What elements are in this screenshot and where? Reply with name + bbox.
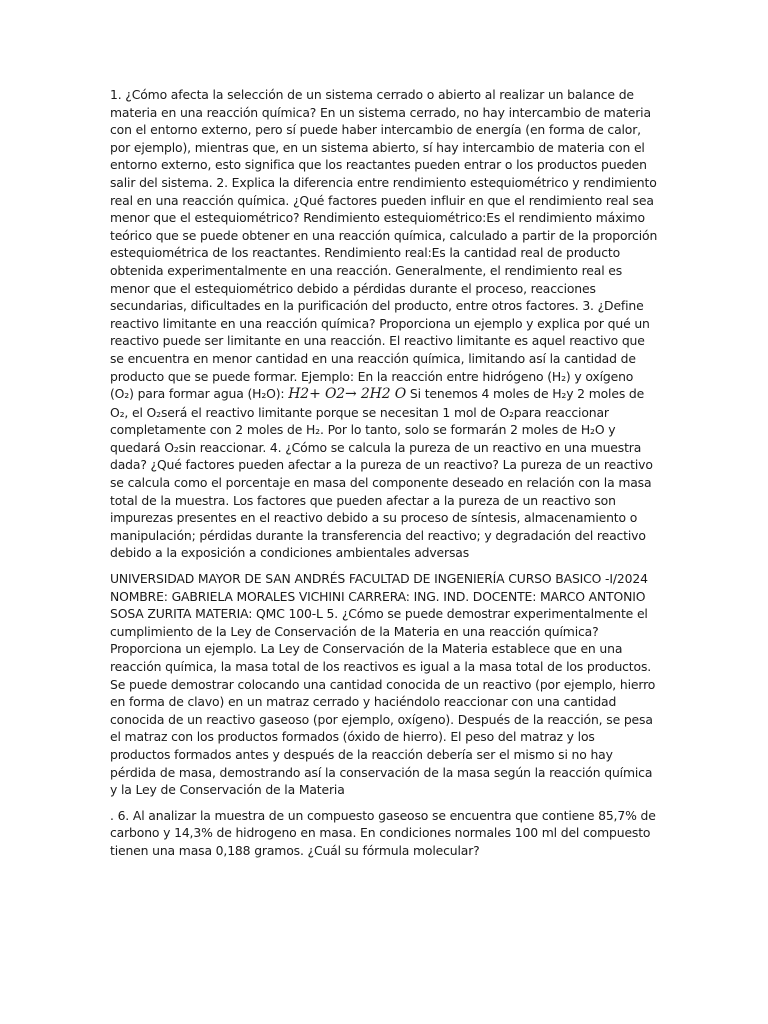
paragraph-questions-1-4 xyxy=(110,86,658,562)
paragraph-header-question-5: UNIVERSIDAD MAYOR DE SAN ANDRÉS FACULTAD DE INGENIERÍA CURSO BASICO -I/2024 NOMBRE: GABRIELA MORALES VICHINI CARRERA: ING. IND. DOCENTE: MARCO ANTONIO SOSA ZURITA MATERIA: QMC 100-L 5. ¿Cómo se puede demostrar experimentalmente el cumplimiento de la Ley de Conservación de la Materia en una reacción química? Proporciona un ejemplo. La Ley de Conservación de la Materia establece que en una reacción química, la masa total de los reactivos es igual a la masa total de los productos. Se puede demostrar colocando una cantidad conocida de un reactivo (por ejemplo, hierro en forma de clavo) en un matraz cerrado y haciéndolo reaccionar con una cantidad conocida de un reactivo gaseoso (por ejemplo, oxígeno). Después de la reacción, se pesa el matraz con los productos formados (óxido de hierro). El peso del matraz y los productos formados antes y después de la reacción debería ser el mismo si no hay pérdida de masa, demostrando así la conservación de la masa según la reacción química y la Ley de Conservación de la Materia xyxy=(110,571,656,798)
chemical-equation: H2+ O2→ 2H2 O xyxy=(288,386,407,403)
paragraph-1-continued-text: Si tenemos 4 moles de H₂y 2 moles de O₂, el O₂será el reactivo limitante porque se necesitan 1 mol de O₂para reaccionar completamente con 2 moles de H₂. Por lo tanto, solo se formarán 2 moles de H₂O y quedará O₂sin reaccionar. 4. ¿Cómo se calcula la pureza de un reactivo en una muestra dada? ¿Qué factores pueden afectar a la pureza de un reactivo? La pureza de un reactivo se calcula como el porcentaje en masa del componente deseado en relación con la masa total de la muestra. Los factores que pueden afectar a la pureza de un reactivo son impurezas presentes en el reactivo debido a su proceso de síntesis, almacenamiento o manipulación; pérdidas durante la transferencia del reactivo; y degradación del reactivo debido a la exposición a condiciones ambientales adversas xyxy=(110,386,653,561)
paragraph-1-text: 1. ¿Cómo afecta la selección de un sistema cerrado o abierto al realizar un balance de materia en una reacción química? En un sistema cerrado, no hay intercambio de materia con el entorno externo, pero sí puede haber intercambio de energía (en forma de calor, por ejemplo), mientras que, en un sistema abierto, sí hay intercambio de materia con el entorno externo, esto significa que los reactantes pueden entrar o los productos pueden salir del sistema. 2. Explica la diferencia entre rendimiento estequiométrico y rendimiento real en una reacción química. ¿Qué factores pueden influir en que el rendimiento real sea menor que el estequiométrico? Rendimiento estequiométrico:Es el rendimiento máximo teórico que se puede obtener en una reacción química, calculado a partir de la proporción estequiométrica de los reactantes. Rendimiento real:Es la cantidad real de producto obtenida experimentalmente en una reacción. Generalmente, el rendimiento real es menor que el estequiométrico debido a pérdidas durante el proceso, reacciones secundarias, dificultades en la purificación del producto, entre otros factores. 3. ¿Define reactivo limitante en una reacción química? Proporciona un ejemplo y explica por qué un reactivo puede ser limitante en una reacción. El reactivo limitante es aquel reactivo que se encuentra en menor cantidad en una reacción química, limitando así la cantidad de producto que se puede formar. Ejemplo: En la reacción entre hidrógeno (H₂) y oxígeno (O₂) para formar agua (H₂O): xyxy=(110,87,658,402)
paragraph-question-6: . 6. Al analizar la muestra de un compuesto gaseoso se encuentra que contiene 85,7% de carbono y 14,3% de hidrogeno en masa. En condiciones normales 100 ml del compuesto tienen una masa 0,188 gramos. ¿Cuál su fórmula molecular? xyxy=(110,807,656,858)
document-page xyxy=(110,86,658,860)
